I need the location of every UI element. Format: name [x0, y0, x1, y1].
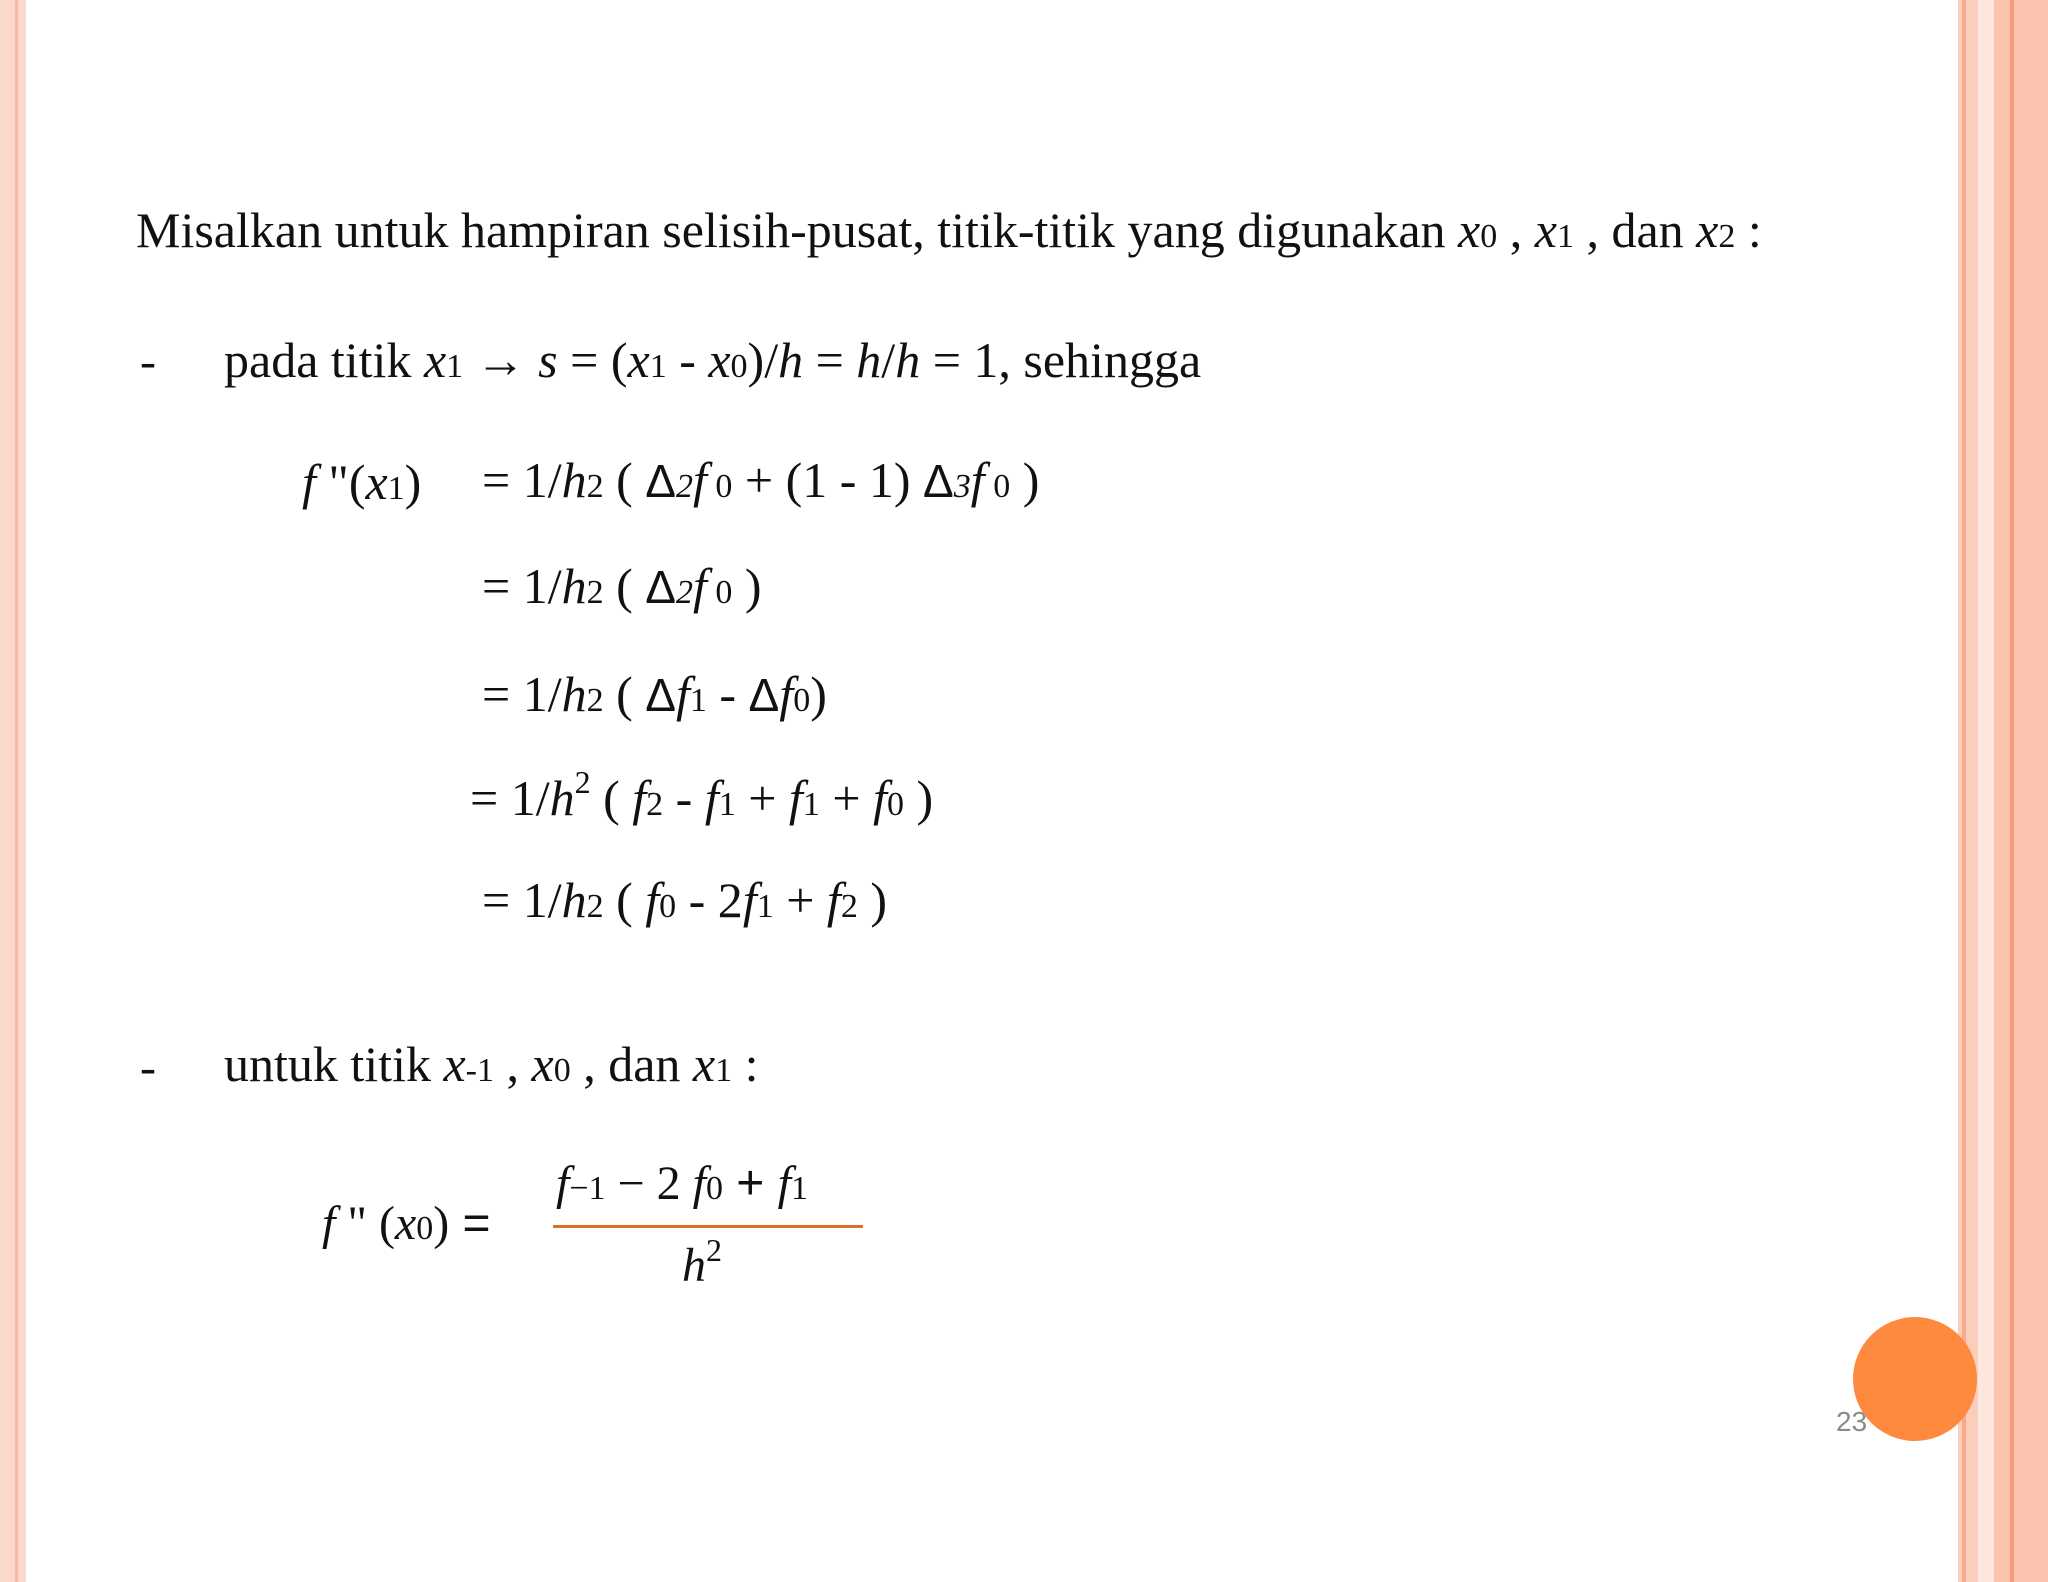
accent-circle: [1853, 1317, 1977, 1441]
derivation-line-2: = 1/h2 ( Δ2f 0 ): [482, 558, 762, 614]
formula-denominator: $h^2$: [682, 1232, 722, 1292]
slide-frame-left-line: [15, 0, 18, 1582]
derivation-line-4: = $1/h^2$ ( f2 - f1 + f1 + f0 ): [470, 764, 934, 826]
derivation-line-1: = 1/h2 ( Δ2f 0 + (1 - 1) Δ3f 0 ): [482, 452, 1040, 508]
bullet-2-text: untuk titik x-1 , x0 , dan x1 :: [224, 1036, 759, 1092]
derivation-line-5: = 1/h2 ( f0 - 2f1 + f2 ): [482, 872, 887, 928]
bullet-1-text: pada titik x1 → s = (x1 - x0)/h = h/h = 1, sehingga: [224, 332, 1202, 388]
bullet-dash-1: -: [140, 335, 156, 388]
formula-lhs: f " (x0) =: [322, 1197, 491, 1250]
fraction-bar: [553, 1225, 863, 1228]
formula-numerator: f−1 − 2 f0 + f1: [556, 1157, 808, 1210]
slide-content: [26, 0, 1958, 1582]
derivation-line-3: = 1/h2 ( Δf1 - Δf0): [482, 666, 827, 722]
slide-frame-right-outer-line: [2010, 0, 2014, 1582]
page-number: 23: [1836, 1406, 1868, 1437]
slide-frame-left: [0, 0, 26, 1582]
intro-line: Misalkan untuk hampiran selisih-pusat, titik-titik yang digunakan x0 , x1 , dan x2 :: [136, 202, 1762, 258]
slide-frame-right-gap: [1978, 0, 1994, 1582]
derivation-lhs: f "(x1): [302, 454, 422, 510]
slide-frame-right-outer: [1994, 0, 2048, 1582]
bullet-dash-2: -: [140, 1041, 156, 1094]
